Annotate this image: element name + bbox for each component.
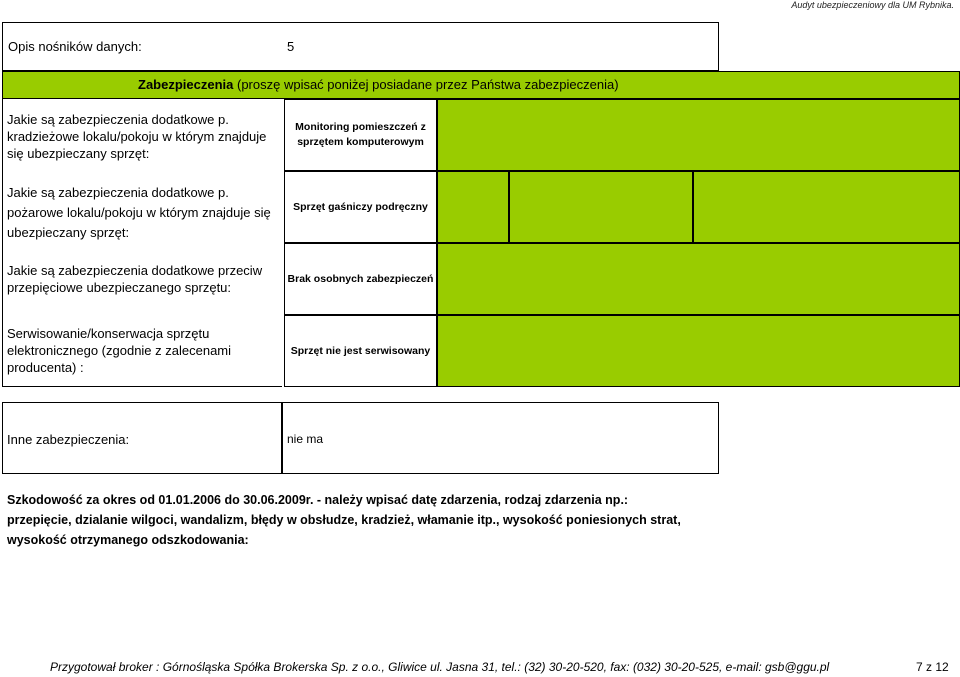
other-security-value-cell <box>282 402 719 474</box>
service-value: Sprzęt nie jest serwisowany <box>290 344 431 357</box>
damage-history-note: Szkodowość za okres od 01.01.2006 do 30.06.2009r. - należy wpisać datę zdarzenia, rodzaj zdarzenia np.: przepięcie, dzialanie wilgoci, wandalizm, błędy w obsłudze, kradzież, włamanie itp., wysokość poniesionych strat, wysokość otrzymanego odszkodowania: <box>7 493 681 547</box>
carriers-label: Opis nośników danych: <box>8 39 142 54</box>
footer-broker-info: Przygotował broker : Górnośląska Spółka Brokerska Sp. z o.o., Gliwice ul. Jasna 31, tel.: (32) 30-20-520, fax: (032) 30-20-525, e-mail: gsb@ggu.pl <box>50 660 830 674</box>
fire-green-cell-1 <box>437 171 509 243</box>
other-security-label: Inne zabezpieczenia: <box>7 432 130 447</box>
surge-green-cell <box>437 243 960 315</box>
security-header-bold: Zabezpieczenia <box>138 77 234 92</box>
fire-value: Sprzęt gaśniczy podręczny <box>293 200 428 213</box>
fire-label: Jakie są zabezpieczenia dodatkowe p. pożarowe lokalu/pokoju w którym znajduje się ubezpieczany sprzęt: <box>7 185 271 240</box>
theft-green-cell <box>437 99 960 171</box>
service-label: Serwisowanie/konserwacja sprzętu elektronicznego (zgodnie z zalecenami producenta) : <box>7 326 232 375</box>
footer-page-number: 7 z 12 <box>916 660 949 674</box>
service-value-cell <box>284 315 437 387</box>
security-header-rest: (proszę wpisać poniżej posiadane przez Państwa zabezpieczenia) <box>233 77 619 92</box>
surge-value: Brak osobnych zabezpieczeń <box>287 272 434 285</box>
carriers-value: 5 <box>287 39 295 54</box>
surge-value-cell <box>284 243 437 315</box>
theft-value: Monitoring pomieszczeń z sprzętem komputerowym <box>295 121 426 148</box>
service-green-cell <box>437 315 960 387</box>
other-security-value: nie ma <box>287 432 324 446</box>
surge-label: Jakie są zabezpieczenia dodatkowe przeciw przepięciowe ubezpieczanego sprzętu: <box>7 263 263 295</box>
document-header-note: Audyt ubezpieczeniowy dla UM Rybnika. <box>791 0 954 10</box>
theft-value-cell <box>284 99 437 171</box>
fire-green-cell-2 <box>509 171 693 243</box>
fire-value-cell <box>284 171 437 243</box>
fire-green-cell-3 <box>693 171 960 243</box>
theft-label: Jakie są zabezpieczenia dodatkowe p. kradzieżowe lokalu/pokoju w którym znajduje się ubezpieczany sprzęt: <box>7 112 267 161</box>
security-header-text <box>138 77 619 92</box>
